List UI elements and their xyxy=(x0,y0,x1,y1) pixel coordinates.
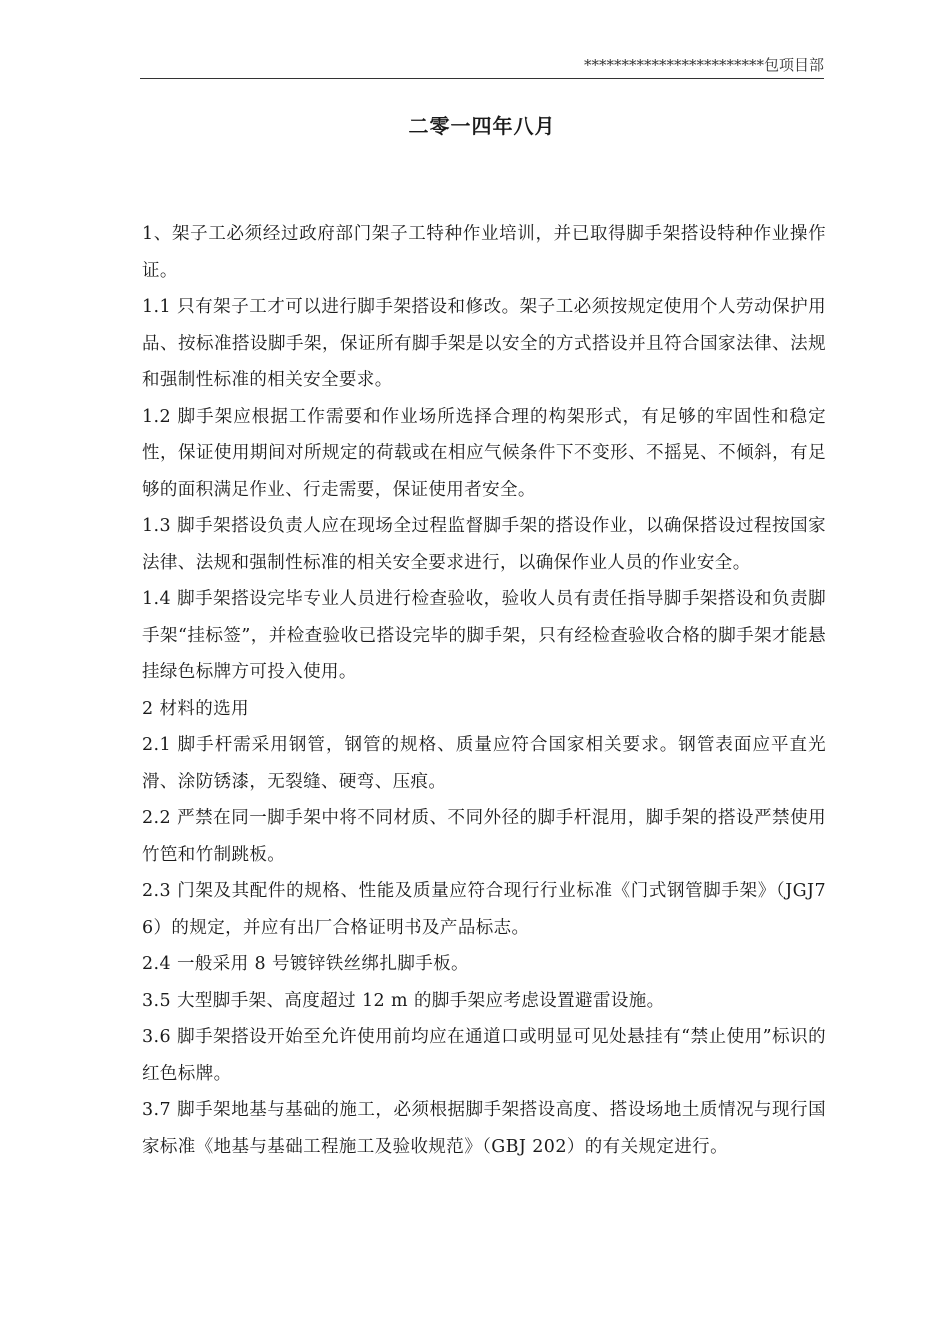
paragraph-2-4: 2.4 一般采用 8 号镀锌铁丝绑扎脚手板。 xyxy=(142,954,469,974)
paragraph-3-5: 3.5 大型脚手架、高度超过 12 m 的脚手架应考虑设置避雷设施。 xyxy=(142,990,665,1011)
section-heading-2: 2 材料的选用 xyxy=(142,698,249,719)
document-body xyxy=(142,216,826,1165)
paragraph-1-2: 1.2 脚手架应根据工作需要和作业场所选择合理的构架形式，有足够的牢固性和稳定性，保证使用期间对所规定的荷载或在相应气候条件下不变形、不摇晃、不倾斜，有足够的面积满足作业、行走需要，保证使用者安全。 xyxy=(142,406,826,500)
header-text: ************************包项目部 xyxy=(583,56,824,74)
paragraph-1-1: 1.1 只有架子工才可以进行脚手架搭设和修改。架子工必须按规定使用个人劳动保护用品、按标准搭设脚手架，保证所有脚手架是以安全的方式搭设并且符合国家法律、法规和强制性标准的相关安全要求。 xyxy=(142,297,826,390)
paragraph-2-3: 2.3 门架及其配件的规格、性能及质量应符合现行行业标准《门式钢管脚手架》（JGJ76）的规定，并应有出厂合格证明书及产品标志。 xyxy=(142,881,826,938)
paragraph-1: 1、架子工必须经过政府部门架子工特种作业培训，并已取得脚手架搭设特种作业操作证。 xyxy=(142,224,826,281)
page-header xyxy=(140,52,824,79)
paragraph-3-7: 3.7 脚手架地基与基础的施工，必须根据脚手架搭设高度、搭设场地土质情况与现行国家标准《地基与基础工程施工及验收规范》（GBJ 202）的有关规定进行。 xyxy=(142,1100,826,1157)
paragraph-2-2: 2.2 严禁在同一脚手架中将不同材质、不同外径的脚手杆混用，脚手架的搭设严禁使用竹笆和竹制跳板。 xyxy=(142,808,826,865)
paragraph-3-6: 3.6 脚手架搭设开始至允许使用前均应在通道口或明显可见处悬挂有“禁止使用”标识的红色标牌。 xyxy=(142,1027,826,1084)
paragraph-2-1: 2.1 脚手杆需采用钢管，钢管的规格、质量应符合国家相关要求。钢管表面应平直光滑、涂防锈漆，无裂缝、硬弯、压痕。 xyxy=(142,735,826,792)
document-title: 二零一四年八月 xyxy=(408,114,556,138)
paragraph-1-3: 1.3 脚手架搭设负责人应在现场全过程监督脚手架的搭设作业，以确保搭设过程按国家法律、法规和强制性标准的相关安全要求进行，以确保作业人员的作业安全。 xyxy=(142,516,826,573)
paragraph-1-4: 1.4 脚手架搭设完毕专业人员进行检查验收，验收人员有责任指导脚手架搭设和负责脚手架“挂标签”，并检查验收已搭设完毕的脚手架，只有经检查验收合格的脚手架才能悬挂绿色标牌方可投入使用。 xyxy=(142,589,826,682)
